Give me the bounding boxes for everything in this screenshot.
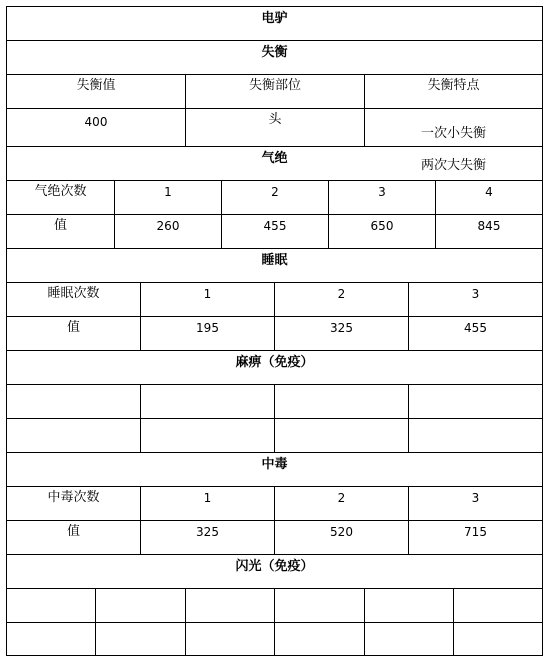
empty-cell <box>408 418 543 452</box>
empty-cell <box>6 418 140 452</box>
paralysis-heading: 麻痹（免疫） <box>6 350 543 384</box>
sleep-value: 325 <box>274 316 408 350</box>
stun-count-row <box>6 180 543 214</box>
poison-value: 325 <box>140 520 274 554</box>
balance-trait-1: 一次小失衡 <box>420 126 486 141</box>
balance-trait-header: 失衡特点 <box>364 74 543 108</box>
poison-value: 520 <box>274 520 408 554</box>
flash-heading: 闪光（免疫） <box>6 554 543 588</box>
title-row <box>6 6 543 40</box>
sleep-count: 2 <box>274 282 408 316</box>
balance-heading-row <box>6 40 543 74</box>
balance-part-header: 失衡部位 <box>185 74 364 108</box>
sleep-heading: 睡眠 <box>6 248 543 282</box>
stun-count: 4 <box>435 180 543 214</box>
empty-cell <box>140 384 274 418</box>
stun-value: 845 <box>435 214 543 248</box>
balance-value: 400 <box>6 108 185 146</box>
sleep-count-row <box>6 282 543 316</box>
empty-cell <box>6 384 140 418</box>
stun-count: 2 <box>221 180 328 214</box>
flash-heading-row <box>6 554 543 588</box>
balance-value-header: 失衡值 <box>6 74 185 108</box>
sleep-heading-row <box>6 248 543 282</box>
poison-count-row <box>6 486 543 520</box>
stun-value: 650 <box>328 214 435 248</box>
balance-part: 头 <box>185 108 364 146</box>
balance-header-row <box>6 74 543 108</box>
sleep-count-label: 睡眠次数 <box>6 282 140 316</box>
paralysis-heading-row <box>6 350 543 384</box>
poison-value-row <box>6 520 543 554</box>
paralysis-empty-row <box>6 384 543 418</box>
stun-value: 455 <box>221 214 328 248</box>
stun-value-row <box>6 214 543 248</box>
empty-cell <box>274 384 408 418</box>
empty-cell <box>95 622 185 656</box>
stun-heading-row <box>6 146 543 180</box>
stun-value: 260 <box>114 214 221 248</box>
empty-cell <box>140 418 274 452</box>
stun-heading: 气绝 <box>6 146 543 180</box>
paralysis-empty-row <box>6 418 543 452</box>
poison-heading: 中毒 <box>6 452 543 486</box>
sleep-count: 1 <box>140 282 274 316</box>
poison-value: 715 <box>408 520 543 554</box>
monster-status-table <box>6 6 543 651</box>
empty-cell <box>274 418 408 452</box>
poison-heading-row <box>6 452 543 486</box>
stun-value-label: 值 <box>6 214 114 248</box>
empty-cell <box>453 588 543 622</box>
balance-heading: 失衡 <box>6 40 543 74</box>
empty-cell <box>364 622 453 656</box>
sleep-count: 3 <box>408 282 543 316</box>
poison-count: 2 <box>274 486 408 520</box>
sleep-value-label: 值 <box>6 316 140 350</box>
stun-count-label: 气绝次数 <box>6 180 114 214</box>
flash-empty-row <box>6 622 543 656</box>
empty-cell <box>6 622 95 656</box>
stun-count: 3 <box>328 180 435 214</box>
empty-cell <box>408 384 543 418</box>
empty-cell <box>364 588 453 622</box>
stun-count: 1 <box>114 180 221 214</box>
empty-cell <box>95 588 185 622</box>
empty-cell <box>274 622 364 656</box>
sleep-value: 455 <box>408 316 543 350</box>
empty-cell <box>453 622 543 656</box>
empty-cell <box>185 588 274 622</box>
poison-count-label: 中毒次数 <box>6 486 140 520</box>
empty-cell <box>6 588 95 622</box>
poison-count: 1 <box>140 486 274 520</box>
balance-traits <box>364 108 543 173</box>
balance-trait-2: 两次大失衡 <box>420 158 486 173</box>
poison-value-label: 值 <box>6 520 140 554</box>
empty-cell <box>274 588 364 622</box>
empty-cell <box>185 622 274 656</box>
poison-count: 3 <box>408 486 543 520</box>
table-title: 电驴 <box>6 6 543 40</box>
sleep-value: 195 <box>140 316 274 350</box>
sleep-value-row <box>6 316 543 350</box>
flash-empty-row <box>6 588 543 622</box>
